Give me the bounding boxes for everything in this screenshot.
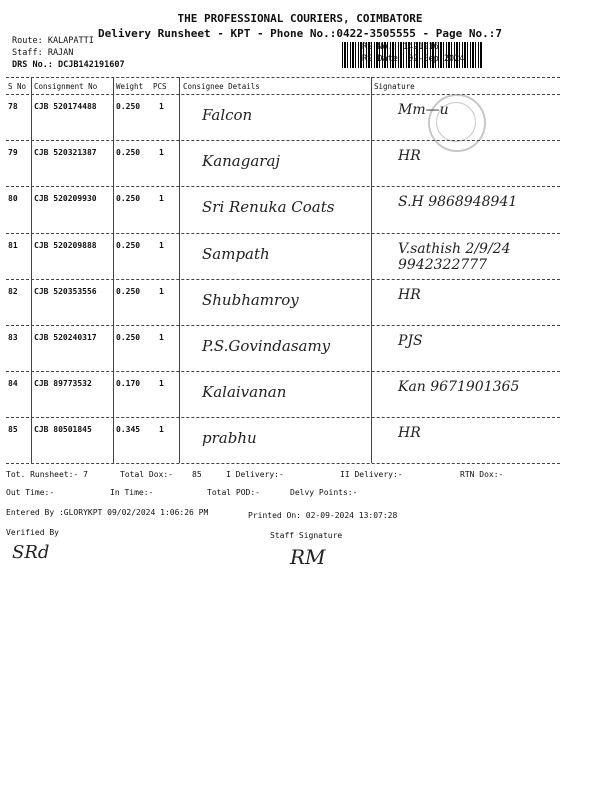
row-pcs: 1 — [159, 102, 164, 111]
row-signature: HR — [398, 286, 421, 303]
row-consignee: prabhu — [202, 429, 257, 448]
row-sno: 78 — [8, 102, 18, 111]
row-consignment-no: CJB 520174488 — [34, 102, 97, 111]
row-weight: 0.250 — [116, 194, 141, 204]
row-pcs: 1 — [159, 379, 164, 389]
row-pcs: 1 — [159, 425, 164, 435]
col-divider — [113, 77, 114, 463]
entered-by: Entered By :GLORYKPT 09/02/2024 1:06:26 PM — [6, 508, 209, 517]
row-signature: Kan 9671901365 — [398, 379, 520, 396]
row-consignee: Kalaivanan — [202, 383, 287, 402]
row-consignment-no: CJB 520209888 — [34, 240, 97, 250]
verified-by-label: Verified By — [6, 528, 59, 537]
staff-signature-label: Staff Signature — [270, 531, 343, 540]
table-bottom-border — [6, 463, 560, 464]
row-consignment-no: CJB 520240317 — [34, 333, 97, 342]
row-consignment-no: CJB 520321387 — [34, 148, 97, 158]
row-sno: 84 — [8, 379, 18, 389]
row-signature: S.H 9868948941 — [398, 194, 518, 211]
verified-signature: SRd — [12, 542, 50, 563]
row-signature: Mm—u — [398, 102, 449, 118]
row-signature: V.sathish 2/9/24 9942322777 — [398, 240, 511, 273]
route: Route: KALAPATTI — [12, 36, 94, 46]
company-title: THE PROFESSIONAL COURIERS, COIMBATORE — [177, 12, 423, 25]
row-divider — [6, 417, 560, 418]
row-pcs: 1 — [159, 240, 164, 250]
col-header-sno: S No — [8, 82, 27, 91]
row-signature: HR — [398, 148, 421, 165]
row-divider — [6, 371, 560, 372]
col-header-pcs: PCS — [153, 82, 167, 91]
delvy-points: Delvy Points:- — [290, 488, 358, 497]
row-divider — [6, 140, 560, 141]
total-pod: Total POD:- — [207, 488, 260, 497]
tot-runsheet: Tot. Runsheet:- 7 — [6, 470, 88, 479]
col-header-signature: Signature — [374, 82, 415, 91]
staff-signature: RM — [290, 545, 326, 569]
row-weight: 0.250 — [116, 240, 141, 250]
row-weight: 0.250 — [116, 148, 141, 158]
row-consignee: P.S.Govindasamy — [202, 337, 331, 355]
staff: Staff: RAJAN — [12, 48, 74, 58]
row-sno: 79 — [8, 148, 18, 158]
col-header-consignment: Consignment No — [34, 82, 98, 91]
col-header-weight: Weight — [116, 82, 144, 91]
row-divider — [6, 233, 560, 234]
row-pcs: 1 — [159, 148, 164, 158]
row-weight: 0.250 — [116, 102, 141, 111]
row-weight: 0.170 — [116, 379, 141, 389]
col-divider — [179, 77, 180, 463]
col-divider — [31, 77, 32, 463]
row-consignment-no: CJB 80501845 — [34, 425, 92, 435]
row-consignee: Falcon — [202, 106, 253, 124]
row-consignee: Sri Renuka Coats — [202, 198, 335, 217]
row-divider — [6, 279, 560, 280]
row-consignment-no: CJB 520353556 — [34, 286, 97, 296]
runsheet-subtitle: Delivery Runsheet - KPT - Phone No.:0422-3505555 - Page No.:7 — [98, 27, 502, 40]
row-sno: 85 — [8, 425, 18, 435]
col-divider — [371, 77, 372, 463]
in-time: In Time:- — [110, 488, 154, 497]
rtn-dox: RTN Dox:- — [460, 470, 504, 479]
row-sno: 83 — [8, 333, 18, 342]
row-pcs: 1 — [159, 333, 164, 342]
row-weight: 0.250 — [116, 286, 141, 296]
row-consignment-no: CJB 520209930 — [34, 194, 97, 204]
ii-delivery: II Delivery:- — [340, 470, 403, 479]
total-dox-label: Total Dox:- — [120, 470, 173, 479]
drs-number: DRS No.: DCJB142191607 — [12, 60, 125, 70]
row-divider — [6, 325, 560, 326]
rs-date: RS Date: 02-Sep-2024 — [362, 54, 465, 64]
row-sno: 82 — [8, 286, 18, 296]
out-time: Out Time:- — [6, 488, 55, 497]
printed-on: Printed On: 02-09-2024 13:07:28 — [248, 511, 398, 520]
rs-number: RS No.: 1421916 — [362, 42, 439, 52]
row-sno: 81 — [8, 240, 18, 250]
row-signature: HR — [398, 425, 421, 442]
table-top-border — [6, 77, 560, 78]
row-pcs: 1 — [159, 286, 164, 296]
row-weight: 0.250 — [116, 333, 141, 342]
i-delivery: I Delivery:- — [226, 470, 284, 479]
table-header-border — [6, 94, 560, 95]
row-consignment-no: CJB 89773532 — [34, 379, 92, 389]
row-pcs: 1 — [159, 194, 164, 204]
row-divider — [6, 186, 560, 187]
col-header-consignee: Consignee Details — [183, 82, 260, 91]
row-consignee: Kanagaraj — [202, 152, 281, 171]
total-dox-value: 85 — [192, 470, 202, 479]
row-weight: 0.345 — [116, 425, 141, 435]
row-sno: 80 — [8, 194, 18, 204]
row-consignee: Sampath — [202, 244, 270, 263]
row-signature: PJS — [398, 333, 423, 349]
row-consignee: Shubhamroy — [202, 290, 299, 309]
